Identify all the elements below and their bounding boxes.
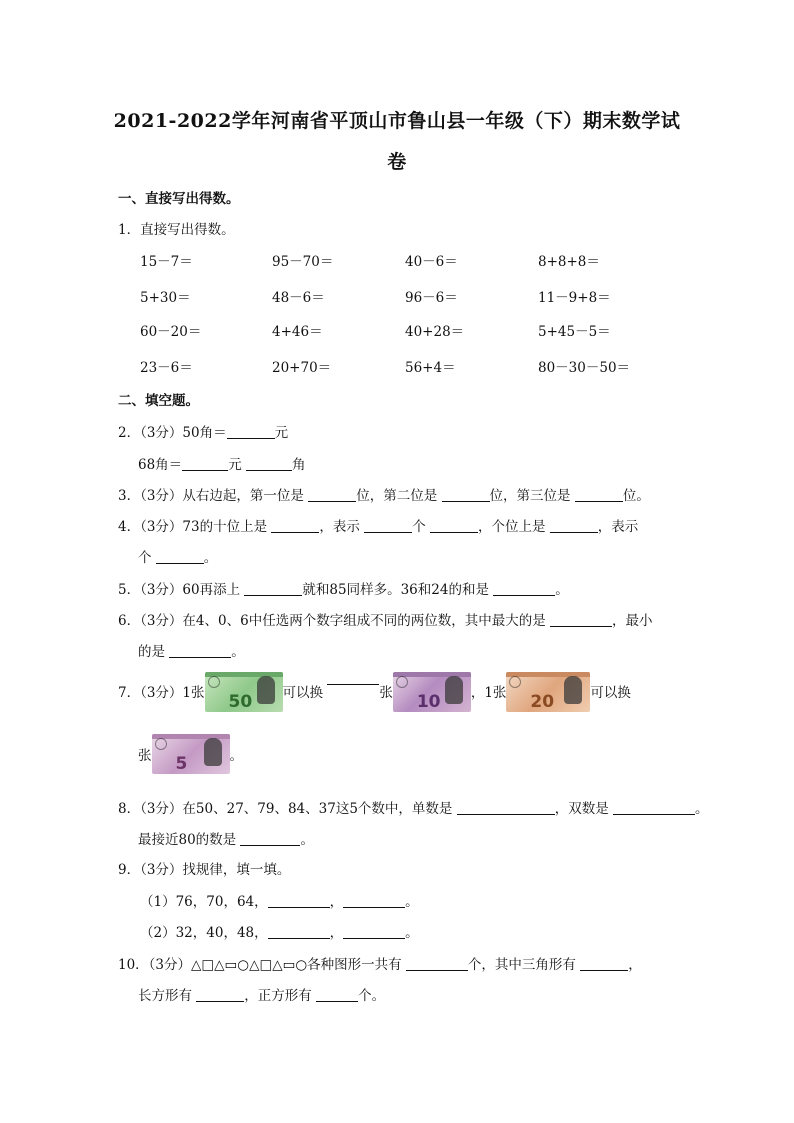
banknote-5-image (152, 734, 230, 774)
calc-item: 96－6＝ (405, 290, 458, 306)
text: ，表示 (597, 519, 639, 535)
calc-row (140, 250, 700, 270)
question-9: 9．（3分）找规律，填一填。 (118, 862, 291, 878)
text: 角 (291, 457, 306, 473)
answer-blank[interactable] (316, 987, 358, 1002)
text: 张 (138, 748, 152, 764)
calc-item: 23－6＝ (140, 360, 193, 376)
answer-blank[interactable] (244, 581, 302, 596)
question-6-continued (138, 640, 245, 660)
text: 10．（3分）△□△▭○△□△▭○各种图形一共有 (118, 957, 402, 973)
text: 。 (555, 582, 569, 598)
text: 8．（3分）在50、27、79、84、37这5个数中，单数是 (118, 801, 453, 817)
question-3 (118, 484, 650, 504)
answer-blank[interactable] (196, 987, 244, 1002)
answer-blank[interactable] (268, 924, 330, 939)
calc-item: 48－6＝ (272, 290, 325, 306)
text: 个，其中三角形有 (467, 957, 576, 973)
note-value: 10 (416, 692, 441, 712)
section-heading-2: 二、填空题。 (118, 393, 199, 409)
text: 可以换 (282, 685, 324, 701)
answer-blank[interactable] (493, 581, 555, 596)
text: 。 (405, 894, 419, 910)
text: 个 (138, 550, 152, 566)
text: 。 (231, 644, 245, 660)
text: 7．（3分）1张 (118, 685, 205, 701)
text: 个。 (358, 988, 386, 1004)
calc-item: 8+8+8＝ (538, 254, 600, 270)
section-heading-1: 一、直接写出得数。 (118, 191, 240, 207)
question-4 (118, 515, 638, 535)
answer-blank[interactable] (343, 893, 405, 908)
calc-item: 5+45－5＝ (538, 324, 611, 340)
text: （2）32，40，48， (140, 925, 268, 941)
text: 位，第二位是 (356, 488, 438, 504)
text: 就和85同样多。36和24的和是 (302, 582, 489, 598)
text: 6．（3分）在4、0、6中任选两个数字组成不同的两位数，其中最大的是 (118, 613, 546, 629)
text: 。 (695, 801, 709, 817)
note-value: 5 (175, 754, 188, 774)
text: 元 (274, 425, 289, 441)
text: 。 (405, 925, 419, 941)
note-value: 50 (228, 692, 253, 712)
calc-row (140, 286, 700, 306)
question-4-continued (138, 546, 217, 566)
page-title-continued: 卷 (387, 151, 407, 173)
answer-blank[interactable] (343, 924, 405, 939)
text: 元 (228, 457, 242, 473)
answer-blank[interactable] (580, 956, 628, 971)
answer-blank[interactable] (271, 518, 319, 533)
calc-item: 4+46＝ (272, 324, 323, 340)
answer-blank[interactable] (457, 800, 555, 815)
calc-item: 11－9+8＝ (538, 290, 611, 306)
text: 5．（3分）60再添上 (118, 582, 241, 598)
text: ， (329, 925, 344, 941)
text: 。 (300, 832, 314, 848)
answer-blank[interactable] (169, 643, 231, 658)
calc-item: 15－7＝ (140, 254, 193, 270)
answer-blank[interactable] (308, 487, 356, 502)
calc-item: 5+30＝ (140, 290, 191, 306)
answer-blank[interactable] (550, 518, 598, 533)
text: ，双数是 (554, 801, 609, 817)
answer-blank[interactable] (364, 518, 412, 533)
question-8-continued (138, 828, 314, 848)
answer-blank[interactable] (550, 612, 612, 627)
question-7 (118, 670, 631, 714)
text: 位，第三位是 (489, 488, 571, 504)
banknote-10-image (393, 672, 471, 712)
text: 个 (412, 519, 426, 535)
text: 2．（3分）50角＝ (118, 425, 227, 441)
answer-blank[interactable] (575, 487, 623, 502)
calc-item: 80－30－50＝ (538, 360, 631, 376)
answer-blank[interactable] (327, 670, 379, 685)
emblem-icon (396, 676, 408, 688)
text: ，正方形有 (244, 988, 312, 1004)
calc-row (140, 320, 700, 340)
text: ，表示 (319, 519, 360, 535)
question-5 (118, 578, 569, 598)
answer-blank[interactable] (613, 800, 695, 815)
portrait-icon (257, 676, 275, 704)
text: 可以换 (590, 685, 631, 701)
answer-blank[interactable] (227, 424, 275, 439)
text: 3．（3分）从右边起，第一位是 (118, 488, 304, 504)
answer-blank[interactable] (442, 487, 490, 502)
calc-item: 40－6＝ (405, 254, 458, 270)
question-10-continued (138, 984, 385, 1004)
emblem-icon (509, 676, 521, 688)
question-9-part-1 (140, 890, 419, 910)
answer-blank[interactable] (268, 893, 330, 908)
text: 最接近80的数是 (138, 832, 237, 848)
question-7-continued (138, 734, 243, 778)
portrait-icon (204, 738, 222, 766)
text: 位。 (622, 488, 650, 504)
text: ， (329, 894, 344, 910)
answer-blank[interactable] (240, 831, 300, 846)
text: 4．（3分）73的十位上是 (118, 519, 268, 535)
calc-item: 56+4＝ (405, 360, 456, 376)
banknote-20-image (506, 672, 590, 712)
text: （1）76，70，64， (140, 894, 268, 910)
text: ， (628, 957, 642, 973)
banknote-50-image (205, 672, 283, 712)
calc-row (140, 356, 700, 376)
text: ，最小 (612, 613, 653, 629)
calc-item: 20+70＝ (272, 360, 332, 376)
question-2-part-2 (138, 453, 305, 473)
question-8 (118, 797, 709, 817)
answer-blank[interactable] (182, 456, 228, 471)
portrait-icon (564, 676, 582, 704)
calc-item: 40+28＝ (405, 324, 465, 340)
answer-blank[interactable] (246, 456, 292, 471)
text: 的是 (138, 644, 165, 660)
page-title: 2021-2022学年河南省平顶山市鲁山县一年级（下）期末数学试 (113, 110, 681, 132)
note-value: 20 (530, 692, 555, 712)
calc-item: 95－70＝ (272, 254, 334, 270)
text: 长方形有 (138, 988, 192, 1004)
text: ，1张 (470, 685, 507, 701)
text: 。 (203, 550, 218, 566)
answer-blank[interactable] (156, 549, 204, 564)
answer-blank[interactable] (406, 956, 468, 971)
text: ，个位上是 (478, 519, 546, 535)
text: 张 (379, 685, 393, 701)
question-9-part-2 (140, 921, 419, 941)
calc-item: 60－20＝ (140, 324, 202, 340)
question-1: 1．直接写出得数。 (118, 222, 235, 238)
portrait-icon (445, 676, 463, 704)
question-6 (118, 609, 653, 629)
text: 。 (229, 748, 243, 764)
question-2 (118, 421, 288, 441)
emblem-icon (155, 738, 167, 750)
answer-blank[interactable] (430, 518, 478, 533)
text: 68角＝ (138, 457, 183, 473)
question-10 (118, 953, 642, 973)
emblem-icon (208, 676, 220, 688)
